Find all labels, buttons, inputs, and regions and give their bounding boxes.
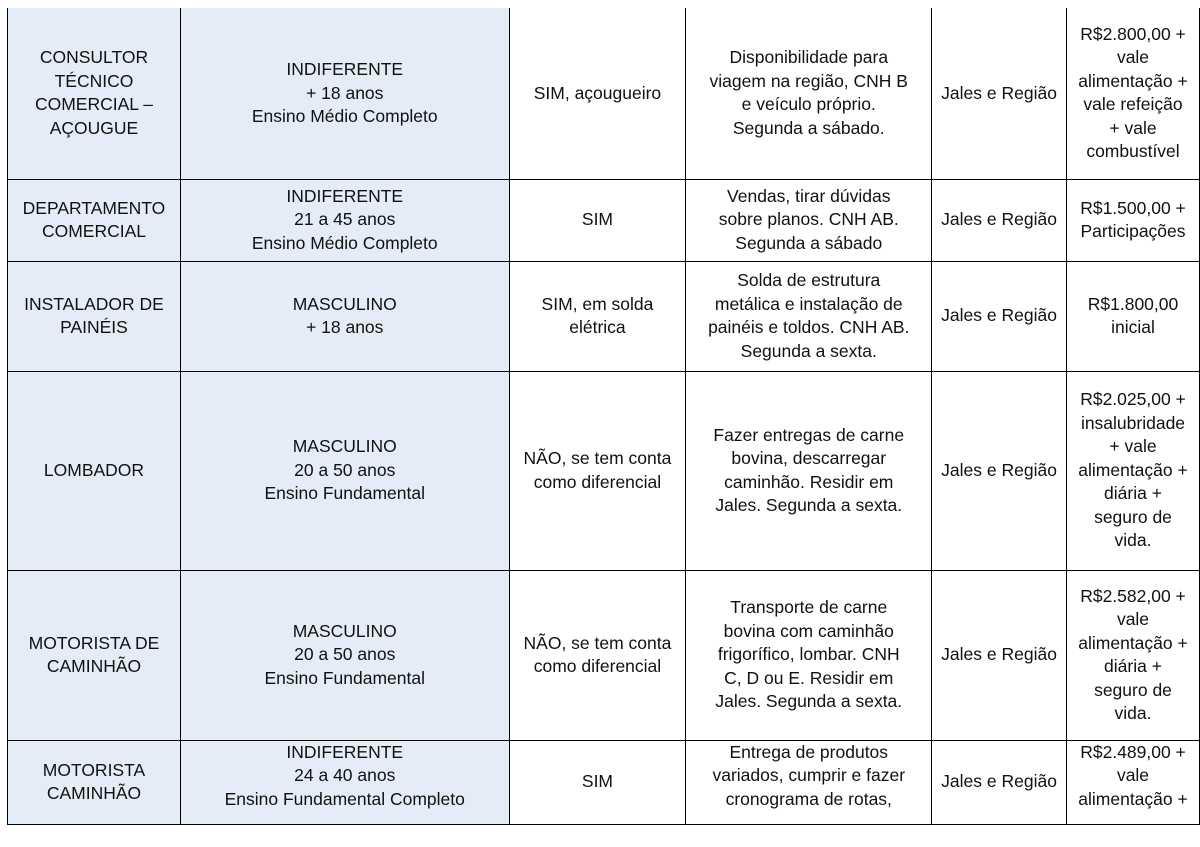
experience-cell: SIM	[509, 740, 686, 824]
experience-cell: NÃO, se tem conta como diferencial	[509, 570, 686, 740]
salary-cell: R$2.489,00 + vale alimentação +	[1067, 740, 1200, 824]
description-cell: Fazer entregas de carne bovina, descarregar caminhão. Residir em Jales. Segunda a sexta.	[686, 371, 932, 570]
job-title-cell: INSTALADOR DE PAINÉIS	[8, 261, 181, 371]
job-title-cell: MOTORISTA CAMINHÃO	[8, 740, 181, 824]
job-title-cell: LOMBADOR	[8, 371, 181, 570]
description-cell: Solda de estrutura metálica e instalação de painéis e toldos. CNH AB. Segunda a sexta.	[686, 261, 932, 371]
salary-cell: R$1.500,00 + Participações	[1067, 179, 1200, 261]
profile-cell: MASCULINO 20 a 50 anos Ensino Fundamental	[180, 570, 509, 740]
salary-cell: R$2.025,00 + insalubridade + vale alimentação + diária + seguro de vida.	[1067, 371, 1200, 570]
table-row	[8, 8, 1200, 179]
profile-cell: INDIFERENTE 21 a 45 anos Ensino Médio Completo	[180, 179, 509, 261]
salary-cell: R$2.582,00 + vale alimentação + diária + seguro de vida.	[1067, 570, 1200, 740]
job-listings-table	[7, 8, 1200, 825]
table-row	[8, 261, 1200, 371]
location-cell: Jales e Região	[932, 179, 1067, 261]
job-title-cell: MOTORISTA DE CAMINHÃO	[8, 570, 181, 740]
description-cell: Entrega de produtos variados, cumprir e fazer cronograma de rotas,	[686, 740, 932, 824]
experience-cell: SIM	[509, 179, 686, 261]
location-cell: Jales e Região	[932, 261, 1067, 371]
location-cell: Jales e Região	[932, 8, 1067, 179]
location-cell: Jales e Região	[932, 570, 1067, 740]
experience-cell: SIM, em solda elétrica	[509, 261, 686, 371]
location-cell: Jales e Região	[932, 371, 1067, 570]
description-cell: Disponibilidade para viagem na região, CNH B e veículo próprio. Segunda a sábado.	[686, 8, 932, 179]
experience-cell: SIM, açougueiro	[509, 8, 686, 179]
table-row	[8, 570, 1200, 740]
job-title-cell: CONSULTOR TÉCNICO COMERCIAL – AÇOUGUE	[8, 8, 181, 179]
table-row	[8, 740, 1200, 824]
salary-cell: R$2.800,00 + vale alimentação + vale refeição + vale combustível	[1067, 8, 1200, 179]
profile-cell: MASCULINO 20 a 50 anos Ensino Fundamental	[180, 371, 509, 570]
experience-cell: NÃO, se tem conta como diferencial	[509, 371, 686, 570]
description-cell: Vendas, tirar dúvidas sobre planos. CNH AB. Segunda a sábado	[686, 179, 932, 261]
salary-cell: R$1.800,00 inicial	[1067, 261, 1200, 371]
profile-cell: MASCULINO + 18 anos	[180, 261, 509, 371]
job-title-cell: DEPARTAMENTO COMERCIAL	[8, 179, 181, 261]
description-cell: Transporte de carne bovina com caminhão frigorífico, lombar. CNH C, D ou E. Residir em Jales. Segunda a sexta.	[686, 570, 932, 740]
location-cell: Jales e Região	[932, 740, 1067, 824]
profile-cell: INDIFERENTE + 18 anos Ensino Médio Completo	[180, 8, 509, 179]
table-row	[8, 371, 1200, 570]
table-row	[8, 179, 1200, 261]
profile-cell: INDIFERENTE 24 a 40 anos Ensino Fundamental Completo	[180, 740, 509, 824]
